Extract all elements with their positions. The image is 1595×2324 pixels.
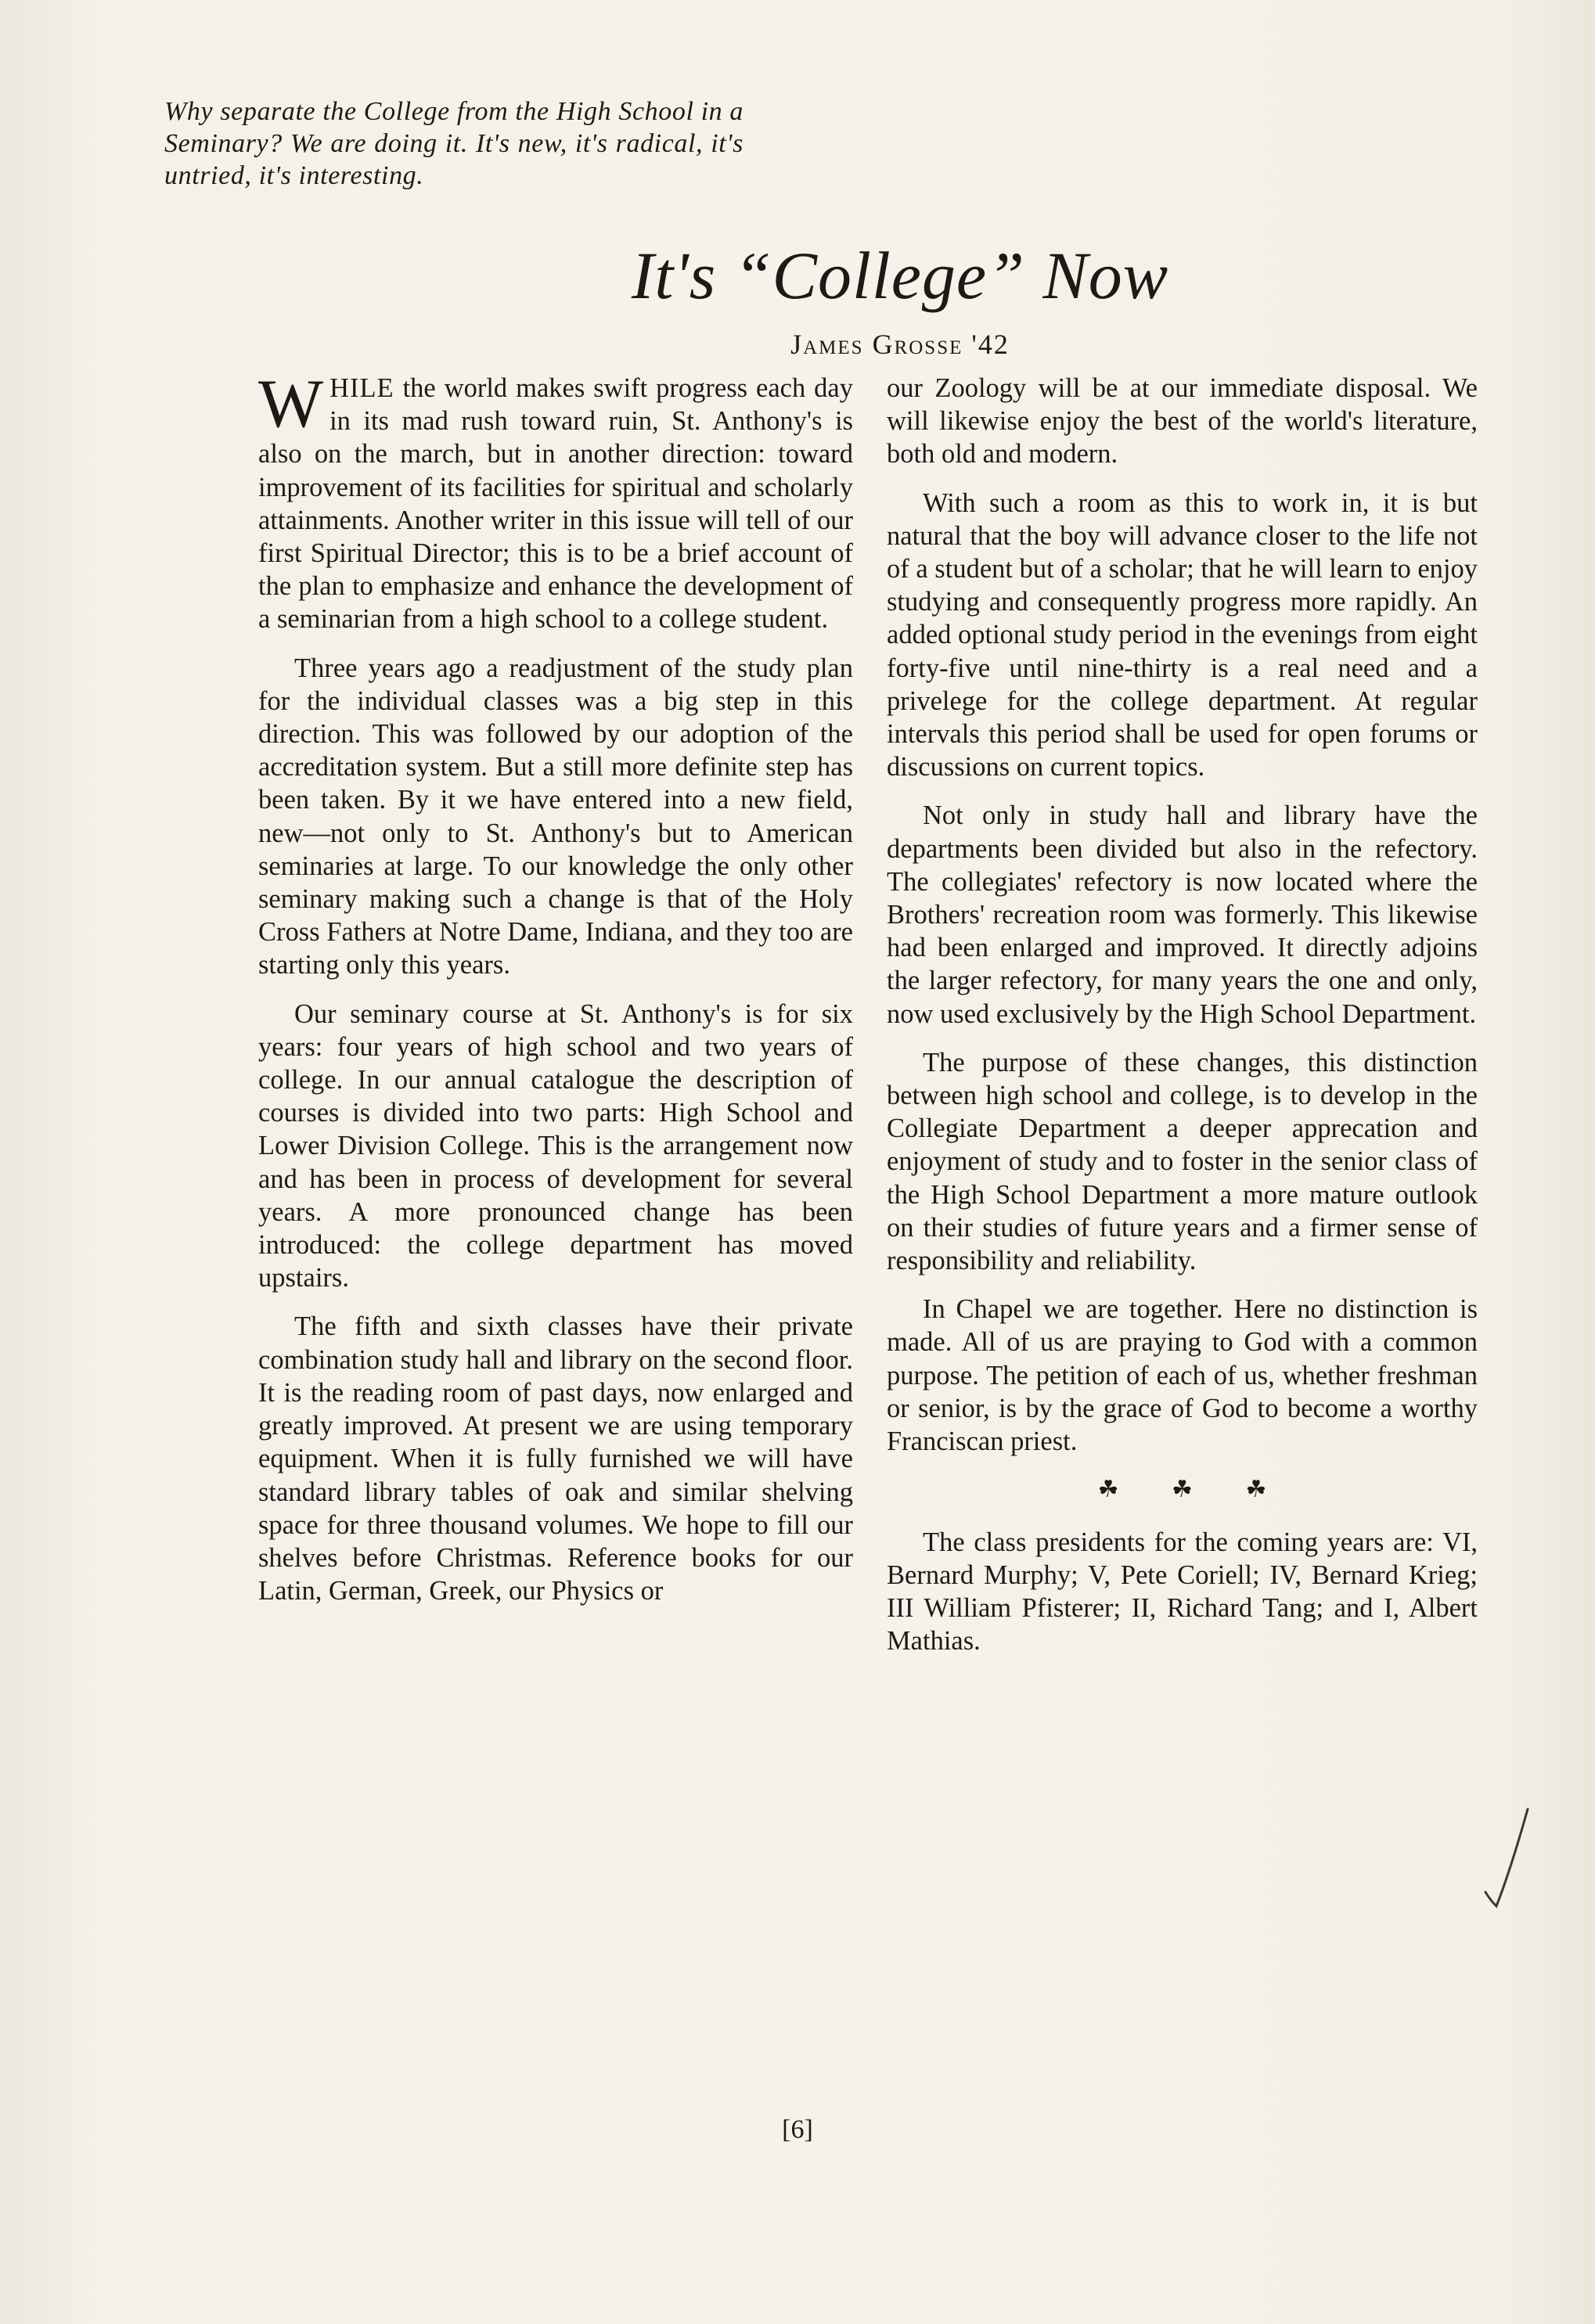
paragraph-class-presidents: The class presidents for the coming years are: VI, Bernard Murphy; V, Pete Coriell; IV, Bernard Krieg; III William Pfisterer; II, Richard Tang; and I, Albert Mathias.: [887, 1527, 1478, 1657]
paragraph-opening: [258, 366, 853, 636]
article-byline: James Grosse '42: [790, 329, 1010, 360]
intro-blurb: Why separate the College from the High School in a Seminary? We are doing it. It's new, it's radical, it's untried, it's interesting.: [164, 97, 743, 190]
page-number: [6]: [782, 2115, 813, 2144]
paragraph: With such a room as this to work in, it is but natural that the boy will advance closer to the life not of a student but of a scholar; that he will learn to enjoy studying and consequently progress more rapidly. An added optional study period in the evenings from eight forty-five until nine-thirty is a real need and a privelege for the college department. At regular intervals this period shall be used for open forums or discussions on current topics.: [887, 487, 1478, 782]
section-ornament: ☘ ☘ ☘: [1097, 1477, 1291, 1503]
paragraph: The fifth and sixth classes have their private combination study hall and library on the second floor. It is the reading room of past days, now enlarged and greatly improved. At present we are using temporary equipment. When it is fully furnished we will have standard library tables of oak and similar shelving space for three thousand volumes. We hope to fill our shelves before Christmas. Reference books for our Latin, German, Greek, our Physics or: [258, 1311, 853, 1606]
paragraph: Our seminary course at St. Anthony's is for six years: four years of high school and two years of college. In our annual catalogue the description of courses is divided into two parts: High School and Lower Division College. This is the arrangement now and has been in process of development for several years. A more pronounced change has been introduced: the college department has moved upstairs.: [258, 998, 853, 1293]
paragraph: The purpose of these changes, this distinction between high school and college, is to develop in the Collegiate Department a deeper apprecation and enjoyment of study and to foster in the senior class of the High School Department a more mature outlook on their studies of future years and a firmer sense of responsibility and reliability.: [887, 1047, 1478, 1276]
opening-text: the world makes swift progress each day in its mad rush toward ruin, St. Anthony's is also on the march, but in another direction: toward improvement of its facilities for spiritual and scholarly attainments. Another writer in this issue will tell of our first Spiritual Director; this is to be a brief account of the plan to emphasize and enhance the development of a seminarian from a high school to a college student.: [258, 373, 853, 635]
paragraph: Three years ago a readjustment of the study plan for the individual classes was a big step in this direction. This was followed by our adoption of the accreditation system. But a still more definite step has been taken. By it we have entered into a new field, new—not only to St. Anthony's but to American seminaries at large. To our knowledge the only other seminary making such a change is that of the Holy Cross Fathers at Notre Dame, Indiana, and they too are starting only this years.: [258, 653, 853, 980]
opening-caps: HILE: [329, 373, 394, 403]
drop-cap: W: [258, 366, 324, 442]
left-column: [258, 366, 853, 1623]
right-column: [887, 372, 1478, 1673]
pencil-checkmark-icon: [1479, 1800, 1534, 1917]
paragraph-continued: our Zoology will be at our immediate disposal. We will likewise enjoy the best of the world's literature, both old and modern.: [887, 373, 1478, 469]
paragraph: Not only in study hall and library have the departments been divided but also in the refectory. The collegiates' refectory is now located where the Brothers' recreation room was formerly. This likewise had been enlarged and improved. It directly adjoins the larger refectory, for many years the one and only, now used exclusively by the High School Department.: [887, 800, 1478, 1029]
paragraph: In Chapel we are together. Here no distinction is made. All of us are praying to God with a common purpose. The petition of each of us, whether freshman or senior, is by the grace of God to become a worthy Franciscan priest.: [887, 1294, 1478, 1457]
article-title: It's “College” Now: [631, 238, 1169, 313]
